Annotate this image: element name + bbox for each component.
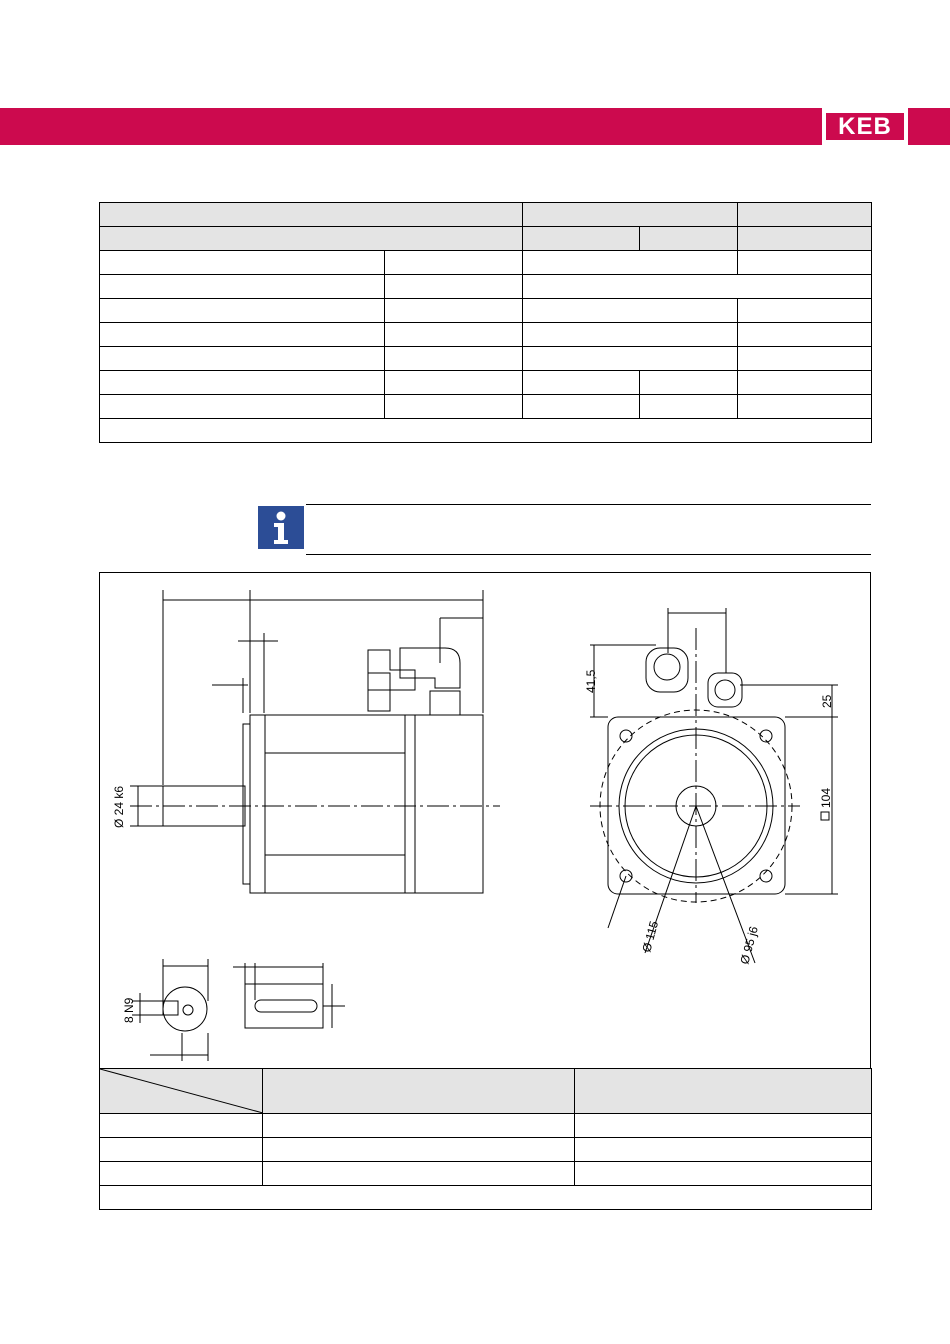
front-view [584,608,838,966]
header-band [0,108,950,145]
connector-offset-label: 25 [820,694,834,708]
table-row [100,1138,872,1162]
keb-logo [822,108,908,145]
bolt-circle-label: Ø 115 [639,919,662,954]
dimension-table [99,1068,872,1210]
key-width-label: 8 N9 [122,997,136,1023]
flange-square-label: 104 [819,787,833,808]
motor-drawing [99,572,871,1069]
shaft-detail [122,959,345,1061]
info-note [306,504,871,555]
table-row [100,1114,872,1138]
table-row [100,419,872,443]
table-row [100,275,872,299]
connector-height-label: 41,5 [584,669,598,693]
table-row [100,227,872,251]
table-row [100,371,872,395]
table-row [100,1186,872,1210]
table-row [100,395,872,419]
info-icon [258,506,304,549]
table-row [100,299,872,323]
table-row [100,251,872,275]
logo-text: KEB [826,113,904,140]
side-view [112,590,500,893]
table-row [100,1069,872,1114]
table-row [100,347,872,371]
shaft-diameter-label: Ø 24 k6 [112,785,126,828]
table-row [100,203,872,227]
table-row [100,1162,872,1186]
spec-table [99,202,872,443]
table-row [100,323,872,347]
centering-label: Ø 95 j6 [737,924,761,966]
